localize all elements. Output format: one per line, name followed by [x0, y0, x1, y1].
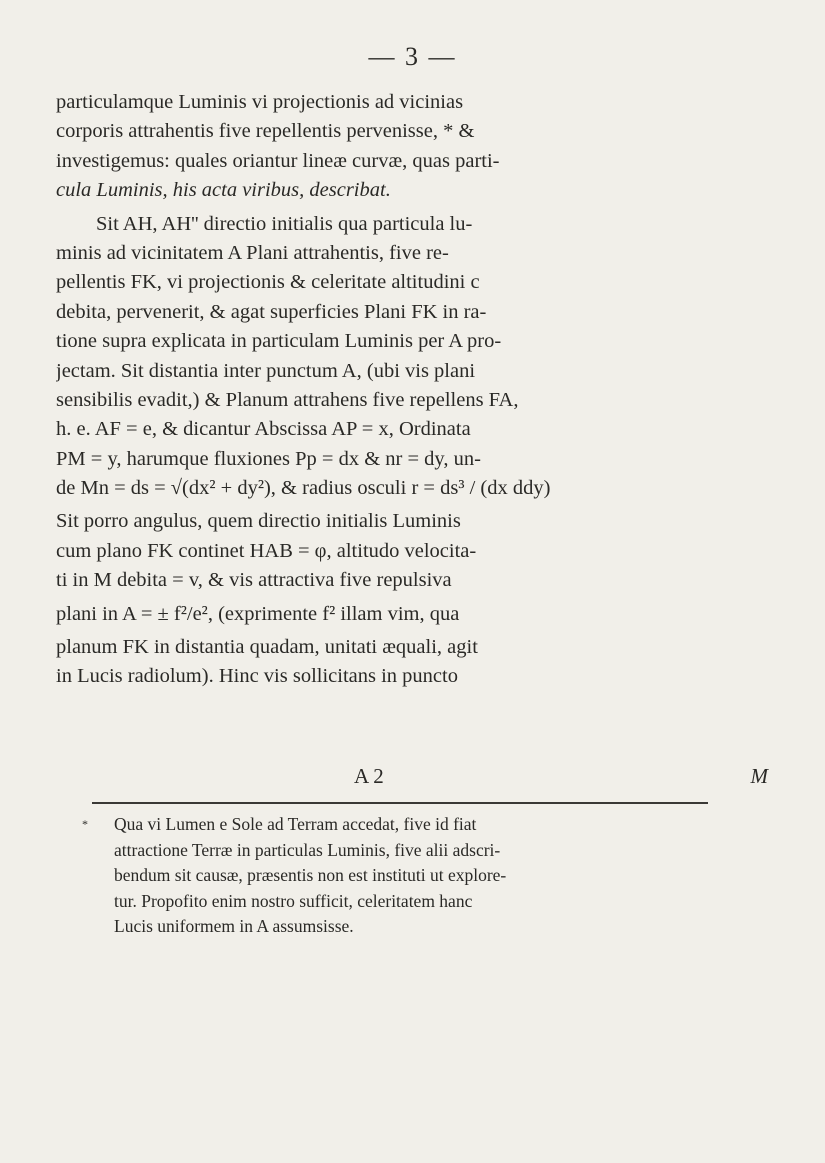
text-line: PM = y, harumque fluxiones Pp = dx & nr = dy, un-	[56, 447, 481, 470]
footnote-line	[82, 812, 700, 838]
catchword: M	[750, 764, 768, 788]
footnote-line: tur. Propofito enim nostro sufficit, celeritatem hanc	[114, 890, 473, 911]
text-line: pellentis FK, vi projectionis & celeritate altitudini c	[56, 271, 480, 294]
footnote	[82, 812, 700, 940]
text-line: particulamque Luminis vi projectionis ad vicinias	[56, 91, 464, 113]
text-line: tione supra explicata in particulam Luminis per A pro-	[56, 330, 502, 353]
footnote-line: Lucis uniformem in A assumsisse.	[114, 916, 354, 936]
text-line: Sit porro angulus, quem directio initialis Luminis	[56, 510, 461, 533]
text-line: ti in M debita = v, & vis attractiva five repulsiva	[56, 569, 452, 592]
page-header: — 3 —	[368, 42, 457, 71]
text-line: cula Luminis, his acta viribus, describat.	[56, 179, 391, 202]
text-line: de Mn = ds = √(dx² + dy²), & radius osculi r = ds³ / (dx ddy)	[56, 477, 551, 500]
footnote-line: bendum sit causæ, præsentis non est instituti ut explore-	[114, 865, 507, 885]
text-line: cum plano FK continet HAB = φ, altitudo velocita-	[56, 539, 477, 562]
main-text	[56, 88, 768, 692]
text-line: planum FK in distantia quadam, unitati æquali, agit	[56, 636, 478, 659]
text-line: investigemus: quales oriantur lineæ curvæ, quas parti-	[56, 149, 500, 172]
text-line: h. e. AF = e, & dicantur Abscissa AP = x, Ordinata	[56, 418, 471, 441]
footnote-line: attractione Terræ in particulas Luminis, five alii adscri-	[114, 839, 501, 860]
text-line: plani in A = ± f²/e², (exprimente f² illam vim, qua	[56, 602, 460, 625]
text-line: corporis attrahentis five repellentis pervenisse, * &	[56, 120, 475, 143]
catch-line	[56, 764, 768, 794]
text-line: in Lucis radiolum). Hinc vis sollicitans in puncto	[56, 665, 458, 688]
footnote-rule	[92, 802, 708, 804]
text-line: minis ad vicinitatem A Plani attrahentis, five re-	[56, 241, 449, 264]
text-line: jectam. Sit distantia inter punctum A, (ubi vis plani	[56, 359, 476, 382]
signature-mark: A 2	[354, 764, 384, 788]
footnote-text: Qua vi Lumen e Sole ad Terram accedat, five id fiat	[114, 814, 477, 834]
text-line: Sit AH, AH'' directio initialis qua particula lu-	[96, 212, 473, 235]
footnote-marker: *	[82, 817, 88, 831]
text-line: debita, pervenerit, & agat superficies Plani FK in ra-	[56, 300, 487, 323]
text-line: sensibilis evadit,) & Planum attrahens five repellens FA,	[56, 388, 519, 411]
